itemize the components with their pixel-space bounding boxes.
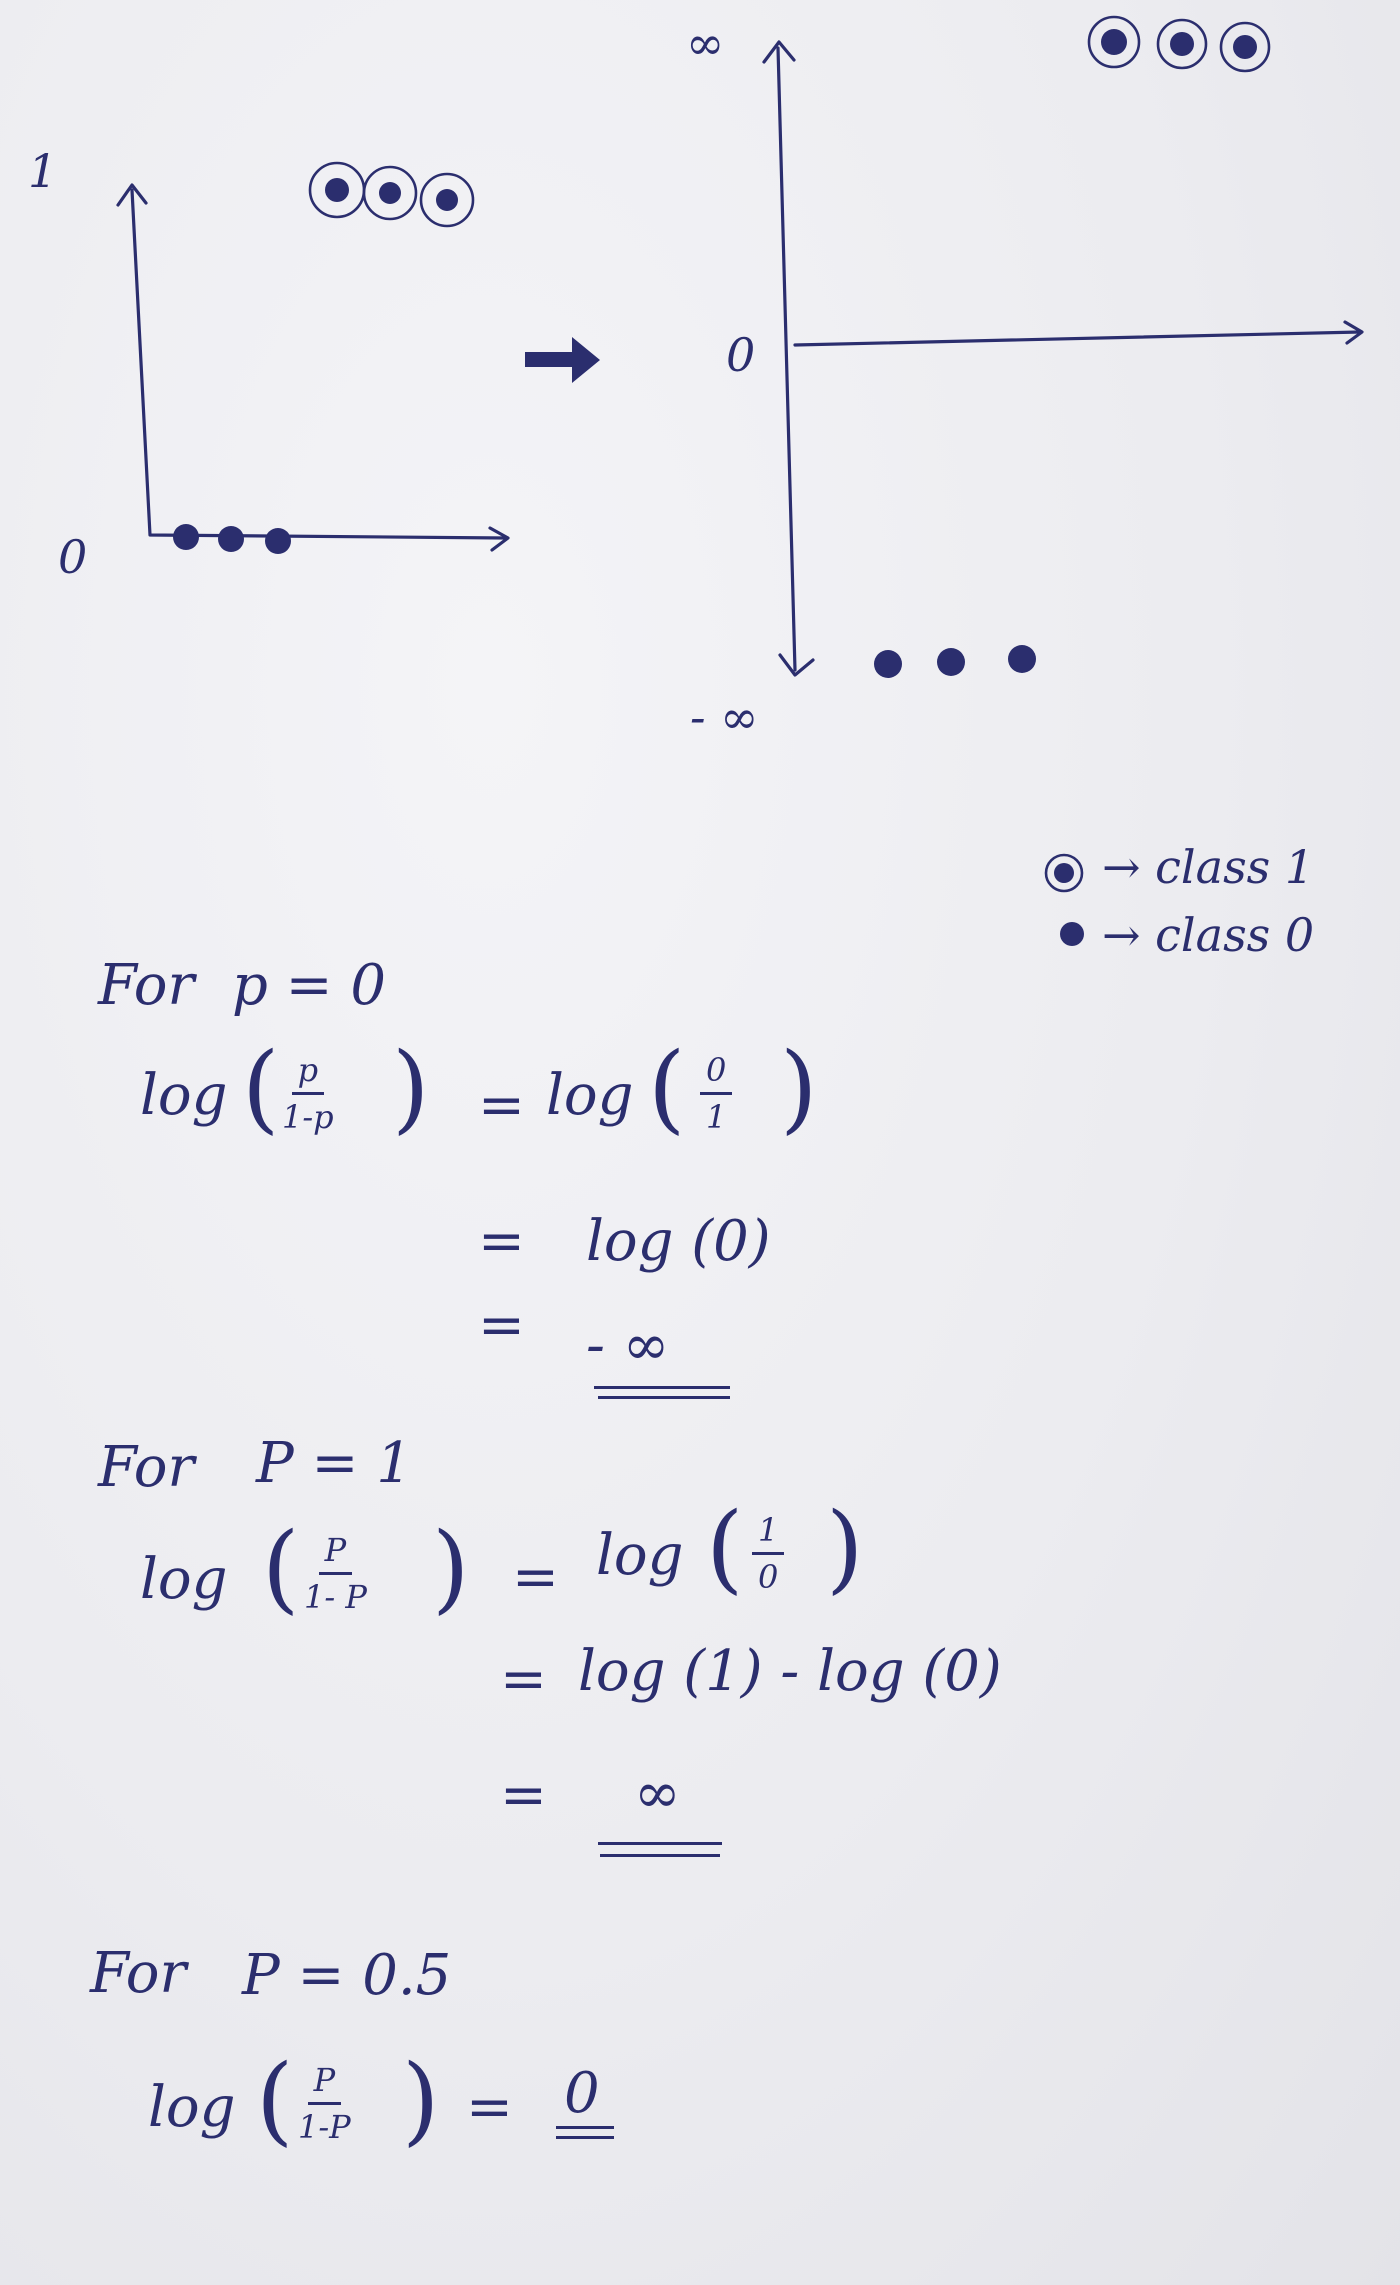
case3-lhs-numerator: P xyxy=(308,2064,342,2105)
case1-equals-1: = xyxy=(478,1073,525,1138)
case1-equals-2: = xyxy=(478,1209,525,1274)
legend-class0-label: → class 0 xyxy=(1102,908,1315,962)
case2-equals-2: = xyxy=(500,1647,547,1712)
case2-rhs1-denominator: 0 xyxy=(758,1558,779,1596)
case1-result-underline-2 xyxy=(598,1396,730,1399)
case1-lhs-denominator: 1-p xyxy=(282,1098,334,1136)
case1-lhs-numerator: p xyxy=(292,1054,324,1095)
legend-class1-label: → class 1 xyxy=(1102,840,1315,894)
case1-rhs1-fraction xyxy=(700,1051,732,1136)
left-graph-class1-points xyxy=(310,163,473,226)
case2-rhs1-open-paren: ( xyxy=(706,1492,744,1604)
left-graph-class0-points xyxy=(173,524,291,554)
case3-result: 0 xyxy=(564,2061,600,2126)
legend-class0-symbol xyxy=(1060,922,1084,946)
right-graph-y-top-label: ∞ xyxy=(686,16,725,70)
case2-lhs-close-paren: ) xyxy=(432,1512,470,1624)
case2-equals-3: = xyxy=(500,1763,547,1828)
case1-lhs-close-paren: ) xyxy=(392,1032,430,1144)
case2-rhs1-log: log xyxy=(596,1523,684,1588)
case2-rhs2: log (1) - log (0) xyxy=(578,1639,1002,1704)
case3-heading-for: For xyxy=(90,1941,187,2006)
case1-equals-3: = xyxy=(478,1293,525,1358)
transform-arrow xyxy=(525,337,600,383)
case2-rhs1-close-paren: ) xyxy=(826,1492,864,1604)
case1-lhs-open-paren: ( xyxy=(242,1032,280,1144)
case2-lhs-log: log xyxy=(140,1547,228,1612)
case3-heading-condition: P = 0.5 xyxy=(242,1943,452,2008)
case1-heading-condition: p = 0 xyxy=(232,953,386,1018)
right-graph-y-bottom-label: - ∞ xyxy=(690,690,759,744)
case2-result: ∞ xyxy=(634,1761,681,1826)
case2-heading-condition: P = 1 xyxy=(256,1431,412,1496)
case3-lhs-close-paren: ) xyxy=(402,2044,440,2156)
case2-lhs-fraction xyxy=(304,1531,367,1616)
case3-lhs-denominator: 1-P xyxy=(298,2108,351,2146)
case1-rhs1-denominator: 1 xyxy=(706,1098,727,1136)
case3-result-underline-1 xyxy=(556,2126,614,2129)
legend-class1-symbol xyxy=(1046,855,1082,891)
right-graph-axes xyxy=(764,42,1362,675)
case1-heading-for: For xyxy=(98,953,195,1018)
case1-rhs1-log: log xyxy=(546,1063,634,1128)
case3-lhs-log: log xyxy=(148,2075,236,2140)
case1-result-underline-1 xyxy=(594,1386,730,1389)
case2-lhs-denominator: 1- P xyxy=(304,1578,367,1616)
case1-lhs-log: log xyxy=(140,1063,228,1128)
case2-heading-for: For xyxy=(98,1435,195,1500)
case1-result: - ∞ xyxy=(586,1313,670,1378)
case1-rhs1-close-paren: ) xyxy=(780,1032,818,1144)
right-graph-class1-points xyxy=(1089,17,1269,71)
case2-lhs-open-paren: ( xyxy=(262,1512,300,1624)
left-graph-y-bottom-label: 0 xyxy=(58,530,88,584)
case3-equals-1: = xyxy=(466,2075,513,2140)
case3-lhs-open-paren: ( xyxy=(256,2044,294,2156)
right-graph-y-mid-label: 0 xyxy=(726,328,756,382)
case1-rhs1-numerator: 0 xyxy=(700,1054,732,1095)
case2-rhs1-numerator: 1 xyxy=(752,1514,784,1555)
case2-result-underline-1 xyxy=(598,1842,722,1845)
case2-lhs-numerator: P xyxy=(319,1534,353,1575)
right-graph-class0-points xyxy=(874,645,1036,678)
case1-lhs-fraction xyxy=(282,1051,334,1136)
case1-rhs2: log (0) xyxy=(586,1209,771,1274)
case2-result-underline-2 xyxy=(600,1854,720,1857)
case2-equals-1: = xyxy=(512,1545,559,1610)
case3-result-underline-2 xyxy=(556,2136,614,2139)
case3-lhs-fraction xyxy=(298,2061,351,2146)
case1-rhs1-open-paren: ( xyxy=(648,1032,686,1144)
left-graph-y-top-label: 1 xyxy=(28,144,58,198)
left-graph-axes xyxy=(118,185,508,550)
case2-rhs1-fraction xyxy=(752,1511,784,1596)
